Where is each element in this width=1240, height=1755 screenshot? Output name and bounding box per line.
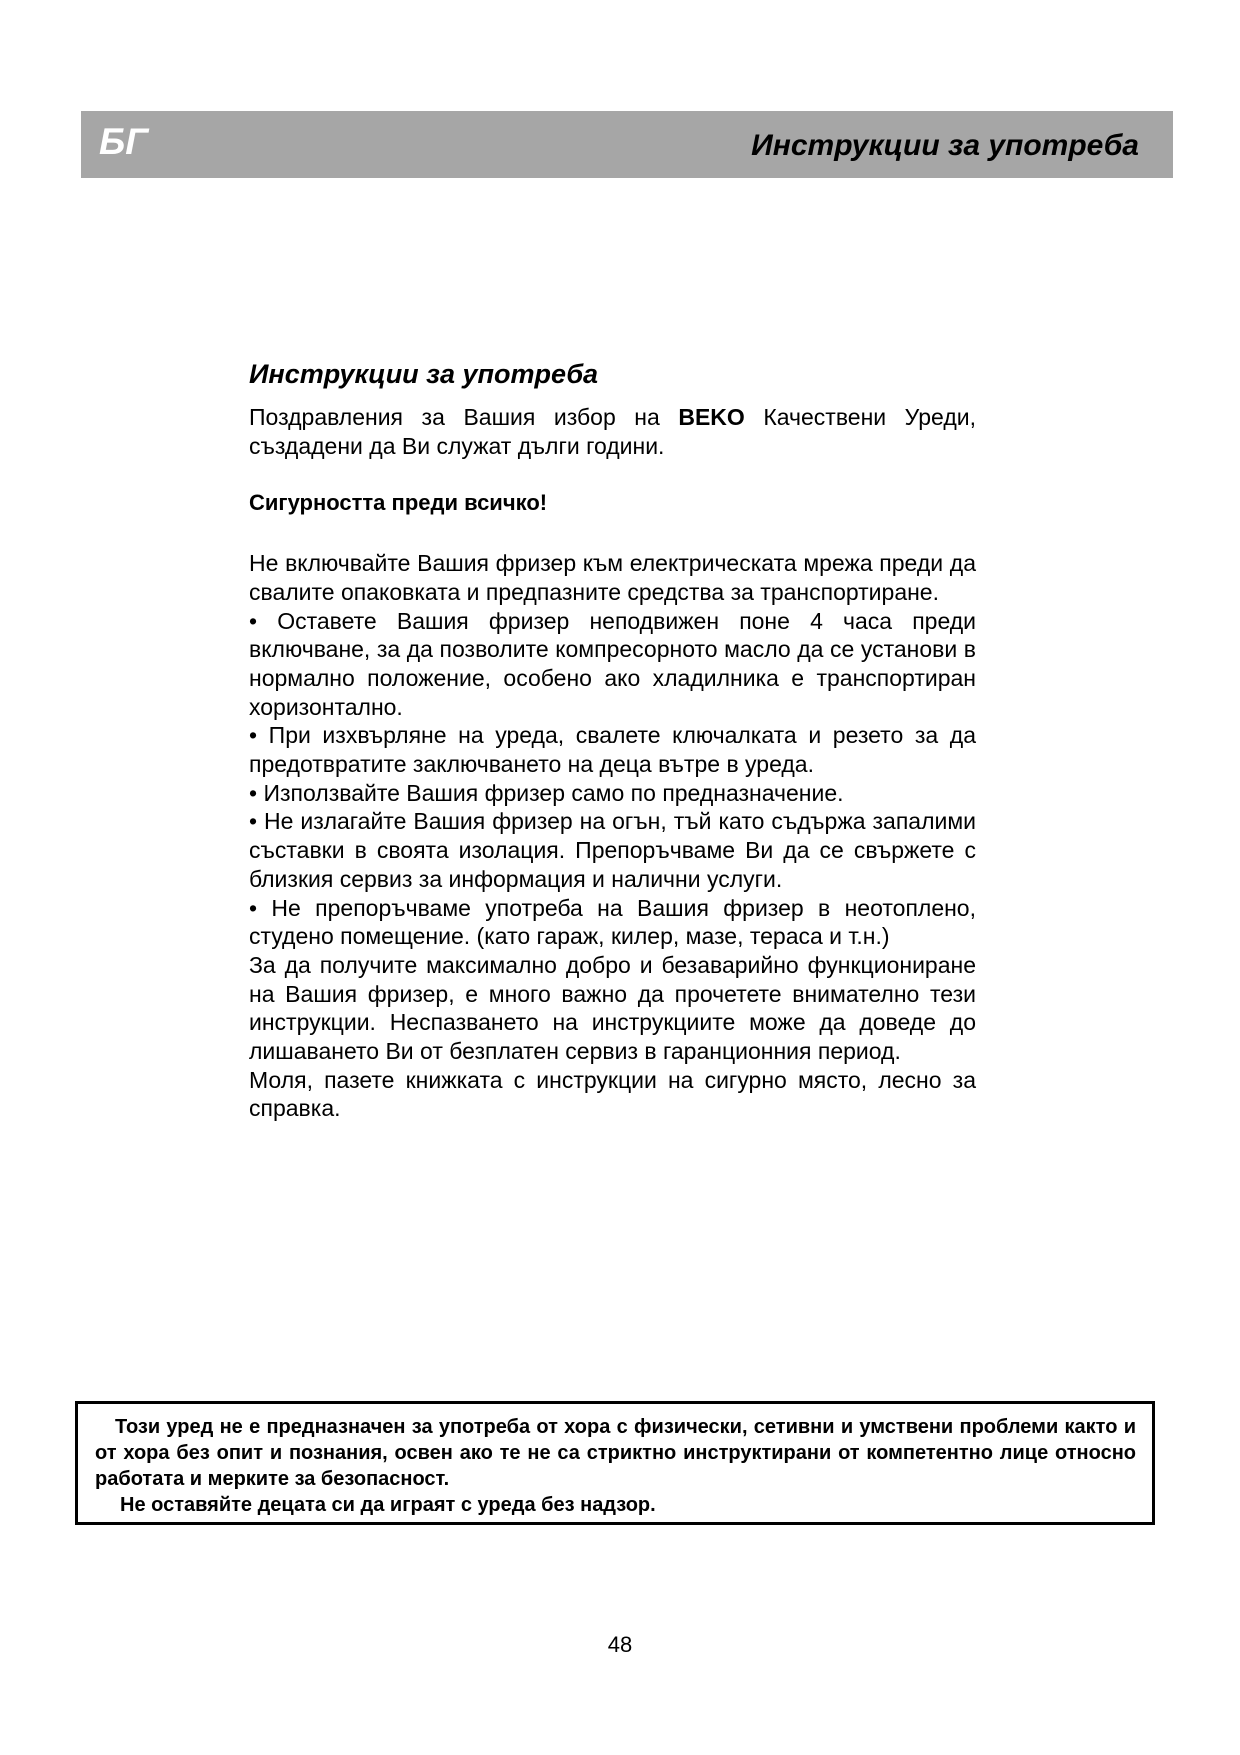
bullet-item: • Не препоръчваме употреба на Вашия фризер в неотоплено, студено помещение. (като гараж, килер, мазе, тераса и т.н.) <box>249 894 976 951</box>
intro-text-start: Поздравления за Вашия избор на <box>249 404 679 430</box>
spacer <box>249 460 976 489</box>
bullet-item: • Не излагайте Вашия фризер на огън, тъй като съдържа запалими съставки в своята изолация. Препоръчваме Ви да се свържете с близкия сервиз за информация и налични услуги. <box>249 807 976 893</box>
brand-name: BEKO <box>678 404 745 430</box>
safety-heading: Сигурността преди всичко! <box>249 490 548 516</box>
language-label: БГ <box>99 121 148 162</box>
notice-children-text: Не оставяйте децата си да играят с уреда без надзор. <box>120 1494 656 1516</box>
paragraph-unpack: Не включвайте Вашия фризер към електрическата мрежа преди да свалите опаковката и предпазните средства за транспортиране. <box>249 550 976 605</box>
paragraph-keep-booklet: Моля, пазете книжката с инструкции на сигурно място, лесно за справка. <box>249 1066 976 1122</box>
bullet-item: • Оставете Вашия фризер неподвижен поне 4 часа преди включване, за да позволите компресорното масло да се установи в нормално положение, особено ако хладилника е транспортиран хоризонтално. <box>249 607 976 722</box>
intro-paragraph <box>249 403 976 460</box>
header-title: Инструкции за употреба <box>751 129 1139 162</box>
intro-text-end: Качествени Уреди, създадени да Ви служат дълги години. <box>249 404 976 459</box>
spacer <box>249 518 976 549</box>
page-number: 48 <box>607 1632 633 1657</box>
main-content <box>249 357 976 1123</box>
header-bar <box>81 111 1173 178</box>
bullet-item: • При изхвърляне на уреда, свалете ключалката и резето за да предотвратите заключването на деца вътре в уреда. <box>249 721 976 778</box>
bullet-item: • Използвайте Вашия фризер само по предназначение. <box>249 779 976 808</box>
notice-text: Този уред не е предназначен за употреба от хора с физически, сетивни и умствени проблеми както и от хора без опит и познания, освен ако те не са стриктно инструктирани от компетентно лице относно работата и мерките за безопасност. <box>95 1416 1136 1490</box>
safety-notice-box <box>75 1401 1155 1525</box>
page-title: Инструкции за употреба <box>249 359 599 389</box>
paragraph-read-instructions: За да получите максимално добро и безаварийно функциониране на Вашия фризер, е много важно да прочетете внимателно тези инструкции. Неспазването на инструкциите може да доведе до лишаването Ви от безплатен сервиз в гаранционния период. <box>249 951 976 1065</box>
